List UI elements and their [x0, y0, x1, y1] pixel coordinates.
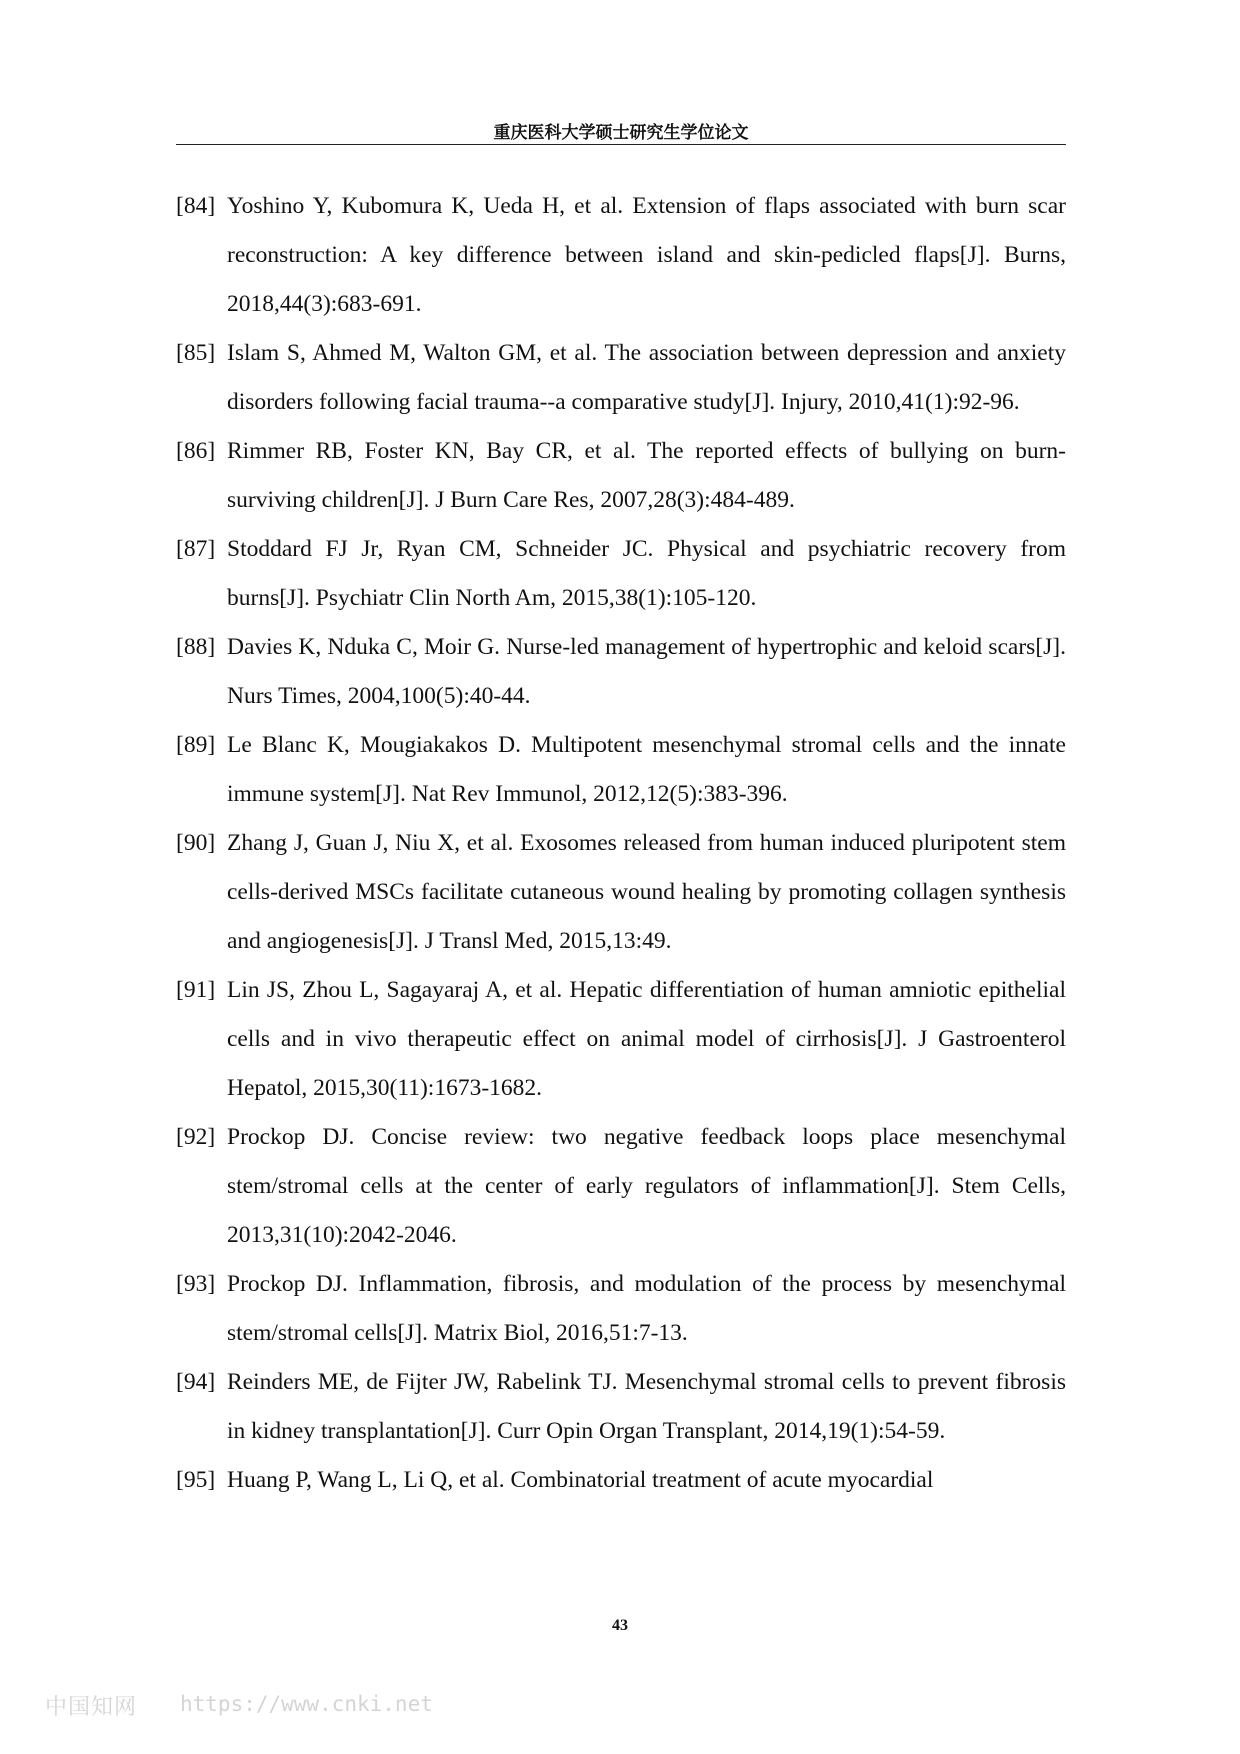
- reference-item: [176, 966, 1066, 1113]
- reference-number: [85]: [176, 340, 216, 366]
- reference-item: [176, 623, 1066, 721]
- watermark-text: 中国知网: [45, 1695, 138, 1720]
- reference-item: [176, 721, 1066, 819]
- reference-text: Prockop DJ. Concise review: two negative feedback loops place mesenchymal stem/stromal cells at the center of early regulators of inflammation[J]. Stem Cells, 2013,31(10):2042-2046.: [227, 1124, 1066, 1248]
- reference-text: Reinders ME, de Fijter JW, Rabelink TJ. Mesenchymal stromal cells to prevent fibrosis in kidney transplantation[J]. Curr Opin Organ Transplant, 2014,19(1):54-59.: [227, 1369, 1066, 1444]
- reference-text: Islam S, Ahmed M, Walton GM, et al. The association between depression and anxiety disorders following facial trauma--a comparative study[J]. Injury, 2010,41(1):92-96.: [227, 340, 1066, 415]
- reference-number: [94]: [176, 1369, 216, 1395]
- reference-number: [93]: [176, 1271, 216, 1297]
- page-number: 43: [612, 1617, 628, 1634]
- reference-item: [176, 1260, 1066, 1358]
- reference-text: Le Blanc K, Mougiakakos D. Multipotent mesenchymal stromal cells and the innate immune system[J]. Nat Rev Immunol, 2012,12(5):383-396.: [227, 732, 1066, 807]
- reference-text: Davies K, Nduka C, Moir G. Nurse-led management of hypertrophic and keloid scars[J]. Nurs Times, 2004,100(5):40-44.: [227, 634, 1066, 709]
- reference-item: [176, 1113, 1066, 1260]
- reference-number: [95]: [176, 1467, 216, 1493]
- reference-text: Stoddard FJ Jr, Ryan CM, Schneider JC. Physical and psychiatric recovery from burns[J]. Psychiatr Clin North Am, 2015,38(1):105-120.: [227, 536, 1066, 611]
- reference-text: Rimmer RB, Foster KN, Bay CR, et al. The reported effects of bullying on burn-surviving children[J]. J Burn Care Res, 2007,28(3):484-489.: [227, 438, 1066, 513]
- reference-number: [89]: [176, 732, 216, 758]
- reference-item: [176, 1456, 1066, 1505]
- reference-item: [176, 182, 1066, 329]
- reference-number: [86]: [176, 438, 216, 464]
- header-divider: [176, 144, 1066, 145]
- reference-number: [87]: [176, 536, 216, 562]
- reference-item: [176, 427, 1066, 525]
- reference-number: [90]: [176, 830, 216, 856]
- reference-number: [91]: [176, 977, 216, 1003]
- reference-text: Huang P, Wang L, Li Q, et al. Combinatorial treatment of acute myocardial: [227, 1467, 934, 1493]
- reference-number: [92]: [176, 1124, 216, 1150]
- reference-text: Yoshino Y, Kubomura K, Ueda H, et al. Extension of flaps associated with burn scar reconstruction: A key difference between island and skin-pedicled flaps[J]. Burns, 2018,44(3):683-691.: [227, 193, 1066, 317]
- reference-text: Prockop DJ. Inflammation, fibrosis, and modulation of the process by mesenchymal stem/stromal cells[J]. Matrix Biol, 2016,51:7-13.: [227, 1271, 1066, 1346]
- watermark-url: https://www.cnki.net: [180, 1692, 433, 1716]
- reference-text: Zhang J, Guan J, Niu X, et al. Exosomes released from human induced pluripotent stem cells-derived MSCs facilitate cutaneous wound healing by promoting collagen synthesis and angiogenesis[J]. J Transl Med, 2015,13:49.: [227, 830, 1066, 954]
- reference-item: [176, 1358, 1066, 1456]
- reference-item: [176, 819, 1066, 966]
- reference-item: [176, 525, 1066, 623]
- page-header-title: 重庆医科大学硕士研究生学位论文: [493, 123, 749, 143]
- reference-text: Lin JS, Zhou L, Sagayaraj A, et al. Hepatic differentiation of human amniotic epithelial cells and in vivo therapeutic effect on animal model of cirrhosis[J]. J Gastroenterol Hepatol, 2015,30(11):1673-1682.: [227, 977, 1066, 1101]
- reference-number: [88]: [176, 634, 216, 660]
- reference-item: [176, 329, 1066, 427]
- reference-number: [84]: [176, 193, 216, 219]
- reference-list: [176, 182, 1066, 1505]
